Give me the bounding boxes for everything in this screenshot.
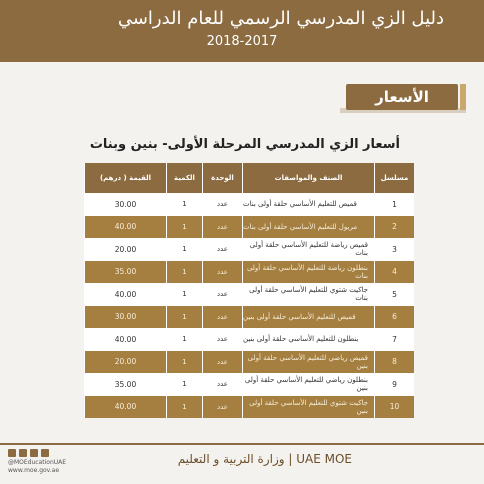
row-qty: 1 xyxy=(166,283,202,306)
table-row xyxy=(84,261,414,284)
price-table xyxy=(84,163,414,418)
row-serial: 5 xyxy=(374,283,414,306)
ministry-brand: UAE MOE | وزارة التربية و التعليم xyxy=(177,452,352,466)
row-unit: عدد xyxy=(202,216,242,239)
row-desc: بنطلون للتعليم الأساسي حلقة أولى بنين xyxy=(242,328,374,351)
social-handle: @MOEducationUAE xyxy=(8,459,67,466)
banner-accent xyxy=(460,84,466,110)
row-unit: عدد xyxy=(202,261,242,284)
row-price: 20.00 xyxy=(84,238,166,261)
row-unit: عدد xyxy=(202,238,242,261)
youtube-icon[interactable] xyxy=(30,449,38,457)
academic-year: 2018-2017 xyxy=(206,34,278,49)
row-price: 35.00 xyxy=(84,373,166,396)
table-row xyxy=(84,373,414,396)
row-serial: 3 xyxy=(374,238,414,261)
row-desc: جاكيت شتوي للتعليم الأساسي حلقة أولى بنين xyxy=(242,396,374,419)
row-serial: 2 xyxy=(374,216,414,239)
row-serial: 10 xyxy=(374,396,414,419)
footer-social xyxy=(8,449,66,475)
footer-divider xyxy=(0,443,484,445)
table-row xyxy=(84,216,414,239)
header-price: القيمة ( درهم) xyxy=(84,163,166,193)
row-desc: قميص للتعليم الأساسي حلقة أولى بنات xyxy=(242,193,374,216)
row-price: 40.00 xyxy=(84,283,166,306)
row-desc: قميص رياضي للتعليم الأساسي حلقة أولى بنين xyxy=(242,351,374,374)
table-row xyxy=(84,193,414,216)
table-row xyxy=(84,306,414,329)
row-price: 35.00 xyxy=(84,261,166,284)
row-price: 30.00 xyxy=(84,306,166,329)
facebook-icon[interactable] xyxy=(19,449,27,457)
row-qty: 1 xyxy=(166,351,202,374)
section-banner: الأسعار xyxy=(346,84,458,110)
row-unit: عدد xyxy=(202,283,242,306)
row-serial: 9 xyxy=(374,373,414,396)
row-qty: 1 xyxy=(166,396,202,419)
row-qty: 1 xyxy=(166,328,202,351)
row-price: 30.00 xyxy=(84,193,166,216)
row-unit: عدد xyxy=(202,306,242,329)
table-row xyxy=(84,283,414,306)
twitter-icon[interactable] xyxy=(8,449,16,457)
row-serial: 4 xyxy=(374,261,414,284)
row-desc: قميص رياضة للتعليم الأساسي حلقة أولى بنات xyxy=(242,238,374,261)
row-unit: عدد xyxy=(202,396,242,419)
row-qty: 1 xyxy=(166,193,202,216)
row-price: 40.00 xyxy=(84,216,166,239)
row-price: 40.00 xyxy=(84,396,166,419)
row-serial: 8 xyxy=(374,351,414,374)
header-unit: الوحدة xyxy=(202,163,242,193)
table-title: أسعار الزي المدرسي المرحلة الأولى- بنين وبنات xyxy=(89,137,400,152)
table-row xyxy=(84,351,414,374)
header-qty: الكمية xyxy=(166,163,202,193)
row-unit: عدد xyxy=(202,328,242,351)
row-qty: 1 xyxy=(166,306,202,329)
website-link[interactable]: www.moe.gov.ae xyxy=(8,467,60,474)
instagram-icon[interactable] xyxy=(41,449,49,457)
row-qty: 1 xyxy=(166,261,202,284)
table-row xyxy=(84,238,414,261)
row-serial: 6 xyxy=(374,306,414,329)
row-unit: عدد xyxy=(202,193,242,216)
row-qty: 1 xyxy=(166,216,202,239)
row-desc: بنطلون رياضي للتعليم الأساسي حلقة أولى بنين xyxy=(242,373,374,396)
page-header xyxy=(0,0,484,62)
row-serial: 1 xyxy=(374,193,414,216)
row-serial: 7 xyxy=(374,328,414,351)
table-row xyxy=(84,328,414,351)
table-row xyxy=(84,396,414,419)
row-price: 20.00 xyxy=(84,351,166,374)
row-desc: قميص للتعليم الأساسي حلقة أولى بنين xyxy=(242,306,374,329)
row-desc: مريول للتعليم الأساسي حلقة أولى بنات xyxy=(242,216,374,239)
row-desc: جاكيت شتوي للتعليم الأساسي حلقة أولى بنات xyxy=(242,283,374,306)
row-desc: بنطلون رياضة للتعليم الأساسي حلقة أولى بنات xyxy=(242,261,374,284)
table-header-row xyxy=(84,163,414,193)
row-unit: عدد xyxy=(202,351,242,374)
guide-title: دليل الزي المدرسي الرسمي للعام الدراسي xyxy=(117,8,444,29)
social-icons xyxy=(8,449,66,457)
row-qty: 1 xyxy=(166,238,202,261)
row-qty: 1 xyxy=(166,373,202,396)
row-unit: عدد xyxy=(202,373,242,396)
row-price: 40.00 xyxy=(84,328,166,351)
header-desc: الصنف والمواصفات xyxy=(242,163,374,193)
header-serial: مسلسل xyxy=(374,163,414,193)
